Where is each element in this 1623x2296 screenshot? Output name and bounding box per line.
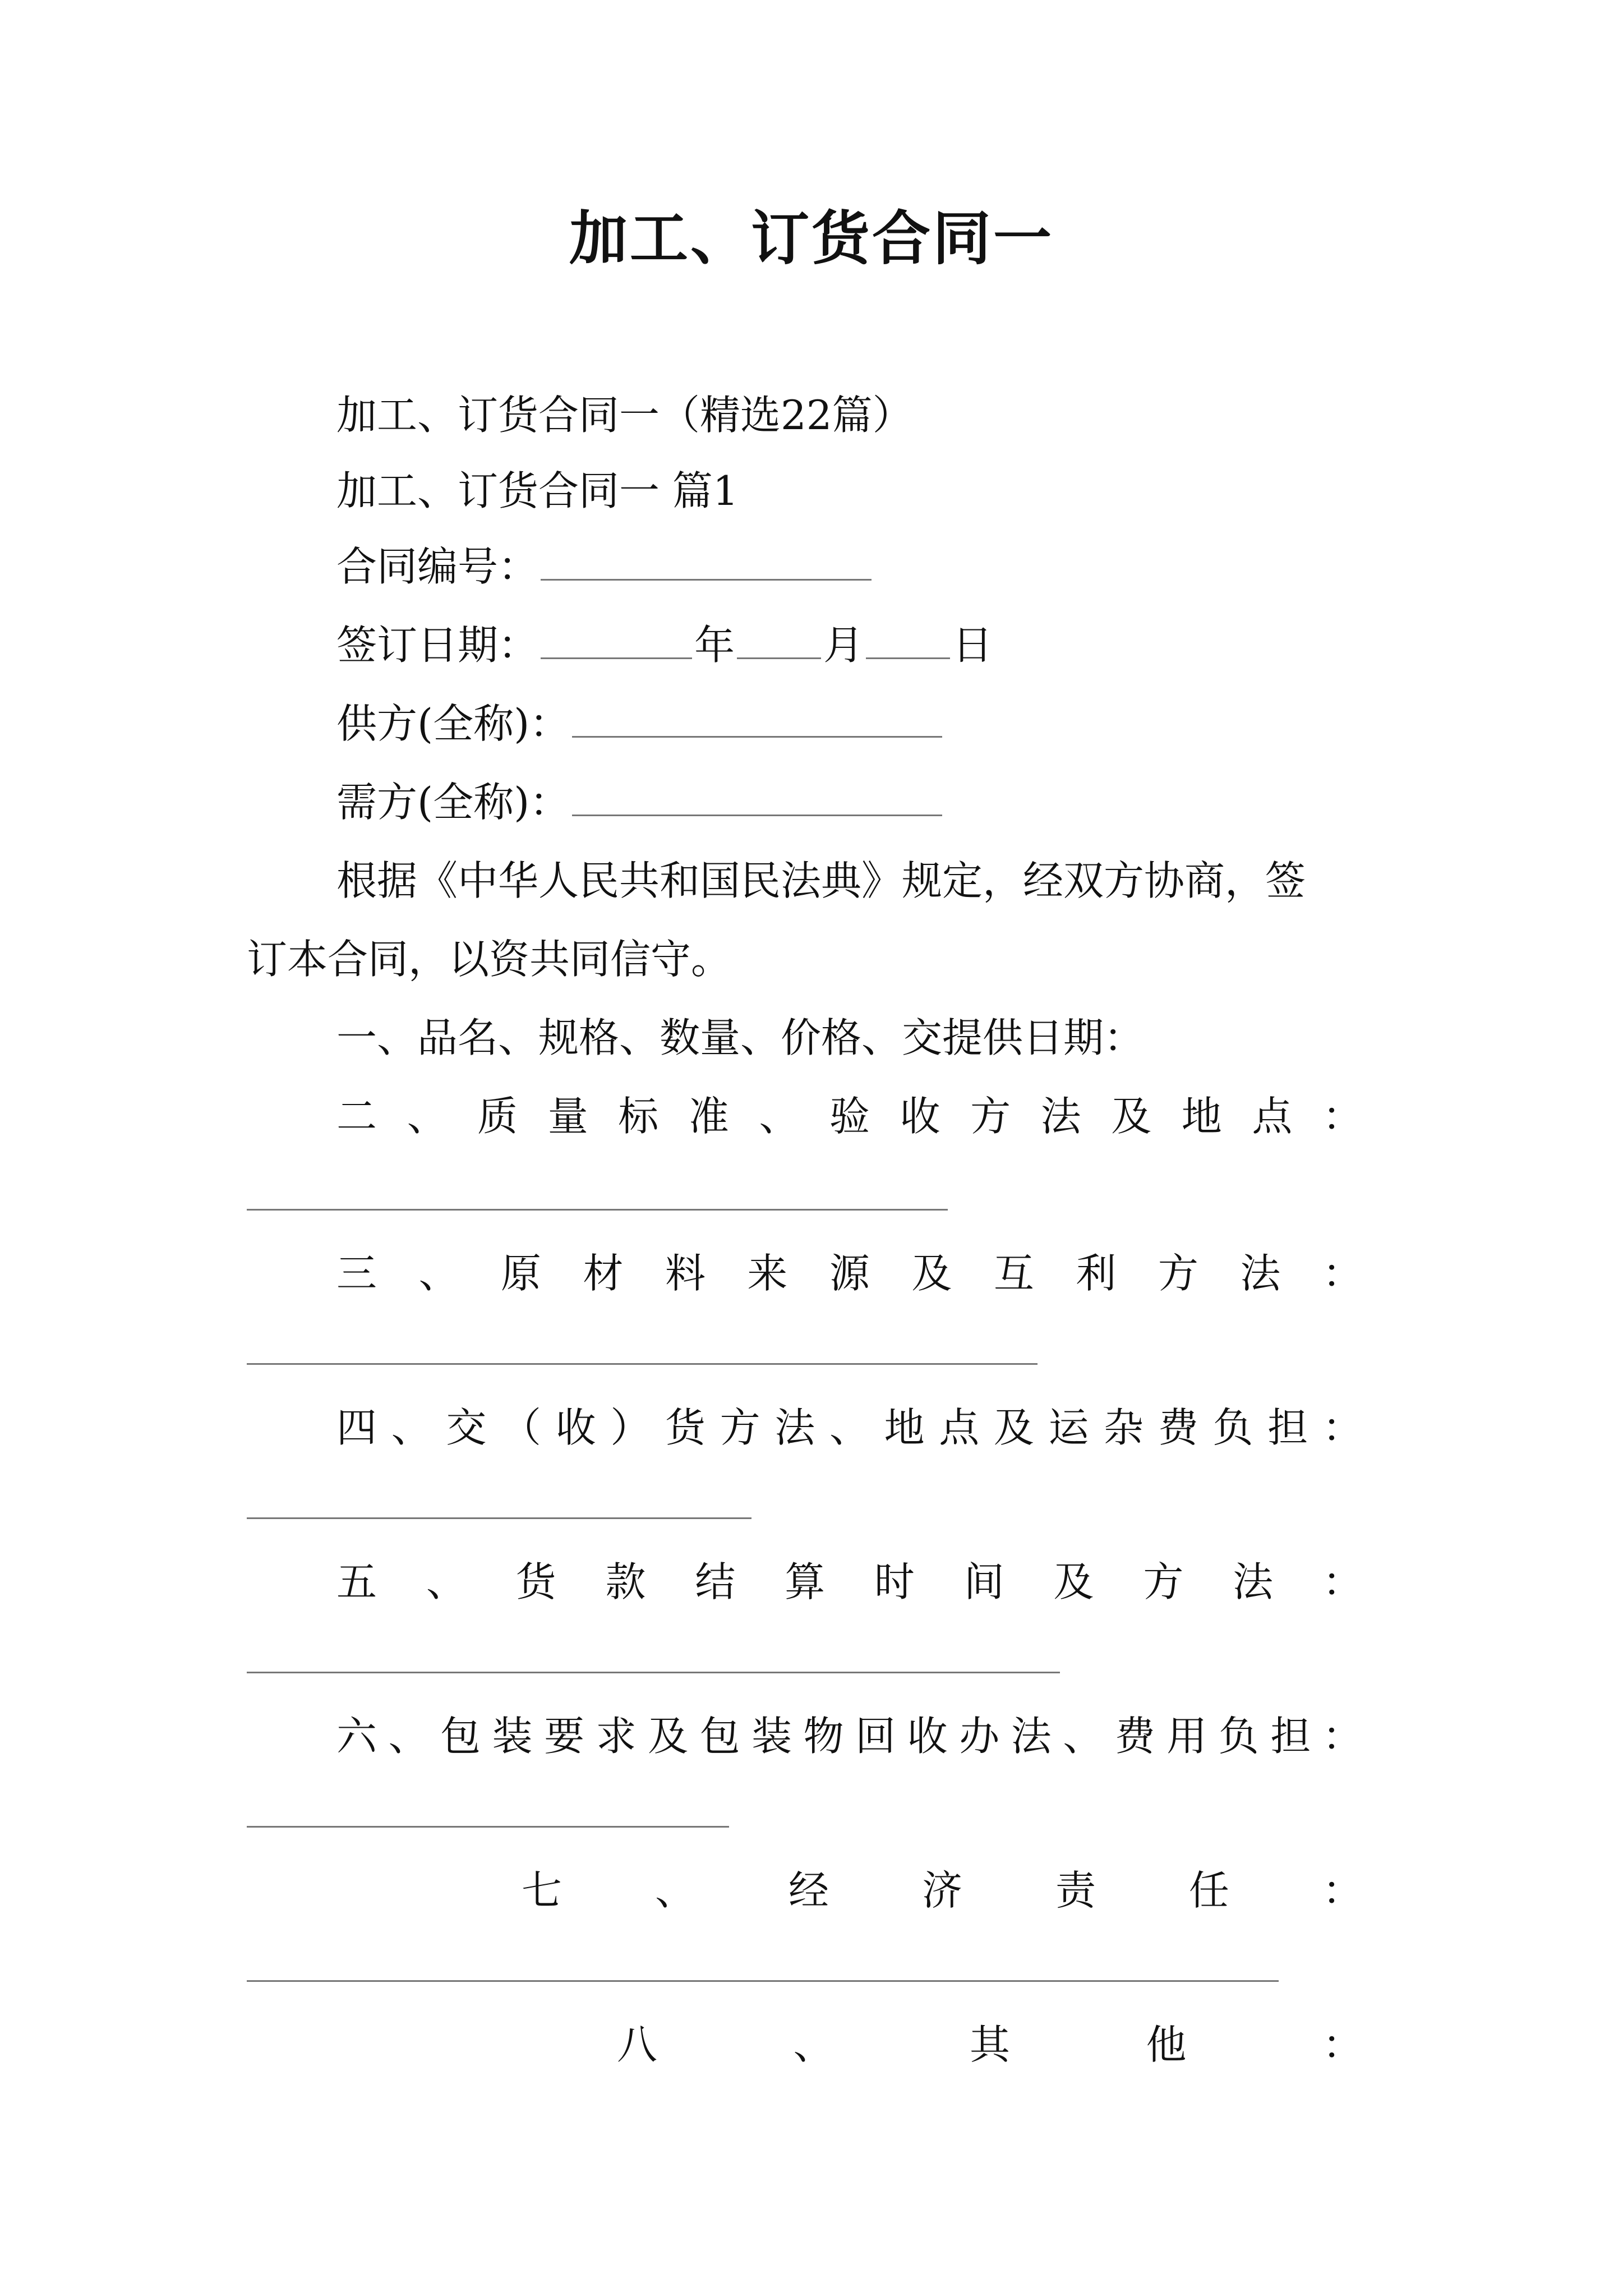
clause-char: 包 <box>440 1713 481 1760</box>
clause-char: 担 <box>1270 1713 1311 1760</box>
clause-char: 六 <box>336 1713 377 1760</box>
clause-7 <box>522 1862 1363 1918</box>
clause-char: 八 <box>617 2021 658 2068</box>
clause-char: 二 <box>336 1093 377 1140</box>
sign-year-label: 年 <box>694 622 735 669</box>
clause-char: 来 <box>747 1250 788 1297</box>
clause-char: 量 <box>547 1093 588 1140</box>
clause-char: 担 <box>1267 1404 1308 1451</box>
clause-char: 及 <box>911 1250 952 1297</box>
clause-char: 责 <box>1055 1867 1096 1914</box>
clause-char: 法 <box>774 1404 815 1451</box>
clause-char: 、 <box>426 1558 467 1605</box>
clause-char: 时 <box>874 1558 915 1605</box>
clause-char: 地 <box>1181 1093 1222 1140</box>
clause-char: 、 <box>388 1713 429 1760</box>
clause-6-blank <box>247 1826 729 1828</box>
clause-char: 五 <box>336 1558 377 1605</box>
sign-day-blank <box>866 646 950 659</box>
clause-char: ） <box>610 1404 651 1451</box>
supplier-line <box>336 696 944 752</box>
clause-char: 法 <box>1240 1250 1281 1297</box>
intro-line-1: 根据《中华人民共和国民法典》规定，经双方协商，签 <box>336 857 1306 904</box>
clause-char: 用 <box>1166 1713 1207 1760</box>
sign-year-blank <box>541 646 692 659</box>
supplier-blank <box>572 725 942 738</box>
clause-char: 方 <box>970 1093 1011 1140</box>
supplier-label: 供方(全称)： <box>336 700 570 747</box>
clause-char: 交 <box>446 1404 487 1451</box>
clause-char: 装 <box>492 1713 533 1760</box>
clause-char: 间 <box>963 1558 1004 1605</box>
document-subtitle: 加工、订货合同一（精选22篇） <box>336 392 913 439</box>
clause-char: ： <box>1322 1404 1363 1451</box>
clause-char: 回 <box>855 1713 896 1760</box>
clause-char: 要 <box>544 1713 585 1760</box>
clause-char: 原 <box>500 1250 541 1297</box>
clause-char: 收 <box>555 1404 596 1451</box>
sign-month-blank <box>737 646 821 659</box>
clause-char: 材 <box>583 1250 624 1297</box>
clause-char: 方 <box>720 1404 760 1451</box>
clause-char: 结 <box>695 1558 736 1605</box>
clause-char: 七 <box>522 1867 562 1914</box>
clause-char: 、 <box>391 1404 432 1451</box>
clause-char: 收 <box>907 1713 948 1760</box>
clause-char: 款 <box>605 1558 646 1605</box>
sign-date-label: 签订日期： <box>336 622 539 669</box>
intro-line-2: 订本合同，以资共同信守。 <box>247 936 732 983</box>
clause-4 <box>336 1400 1363 1456</box>
clause-char: ： <box>1322 1250 1363 1297</box>
contract-number-label: 合同编号： <box>336 543 539 590</box>
clause-5 <box>336 1554 1363 1610</box>
document-title: 加工、订货合同一 <box>569 204 1054 273</box>
clause-char: 其 <box>969 2021 1010 2068</box>
clause-char: 方 <box>1143 1558 1184 1605</box>
clause-char: 求 <box>596 1713 637 1760</box>
clause-char: 负 <box>1212 1404 1253 1451</box>
clause-3-blank <box>247 1363 1038 1365</box>
clause-5-blank <box>247 1672 1060 1673</box>
clause-char: 、 <box>793 2021 834 2068</box>
clause-char: 运 <box>1048 1404 1089 1451</box>
clause-char: 质 <box>477 1093 518 1140</box>
clause-char: 、 <box>829 1404 870 1451</box>
clause-char: 源 <box>829 1250 870 1297</box>
clause-char: 、 <box>759 1093 800 1140</box>
clause-1: 一、品名、规格、数量、价格、交提供日期： <box>336 1014 1145 1061</box>
clause-char: 互 <box>993 1250 1034 1297</box>
clause-char: 算 <box>785 1558 826 1605</box>
clause-char: 、 <box>1063 1713 1104 1760</box>
clause-char: 法 <box>1233 1558 1274 1605</box>
clause-2-blank <box>247 1209 948 1211</box>
buyer-line <box>336 774 944 830</box>
clause-3 <box>336 1245 1363 1301</box>
clause-char: 货 <box>515 1558 556 1605</box>
clause-char: 物 <box>803 1713 844 1760</box>
clause-char: 、 <box>418 1250 459 1297</box>
clause-char: 验 <box>829 1093 870 1140</box>
clause-char: 收 <box>900 1093 940 1140</box>
buyer-blank <box>572 803 942 816</box>
clause-char: 办 <box>959 1713 1000 1760</box>
clause-char: 点 <box>1252 1093 1293 1140</box>
clause-8 <box>617 2017 1363 2073</box>
clause-char: 利 <box>1076 1250 1117 1297</box>
clause-char: 四 <box>336 1404 377 1451</box>
clause-char: 及 <box>1053 1558 1094 1605</box>
clause-char: 标 <box>618 1093 659 1140</box>
clause-char: 济 <box>921 1867 962 1914</box>
clause-char: 法 <box>1011 1713 1052 1760</box>
clause-char: 方 <box>1158 1250 1198 1297</box>
clause-char: 费 <box>1114 1713 1155 1760</box>
clause-6 <box>336 1708 1363 1764</box>
contract-number-line <box>336 539 874 595</box>
clause-char: 经 <box>788 1867 829 1914</box>
clause-char: 杂 <box>1103 1404 1144 1451</box>
clause-char: 、 <box>654 1867 695 1914</box>
clause-char: ： <box>1322 1558 1363 1605</box>
clause-char: ： <box>1322 1713 1363 1760</box>
clause-char: 料 <box>665 1250 706 1297</box>
clause-char: 法 <box>1040 1093 1081 1140</box>
clause-char: 三 <box>336 1250 377 1297</box>
clause-char: 货 <box>665 1404 706 1451</box>
sign-day-label: 日 <box>952 622 993 669</box>
sign-date-line <box>336 617 993 673</box>
clause-4-blank <box>247 1517 751 1519</box>
clause-char: 费 <box>1158 1404 1198 1451</box>
clause-char: 、 <box>407 1093 448 1140</box>
clause-char: 准 <box>688 1093 729 1140</box>
clause-char: 包 <box>699 1713 740 1760</box>
clause-2 <box>336 1088 1363 1144</box>
clause-char: 装 <box>751 1713 792 1760</box>
clause-char: 及 <box>648 1713 689 1760</box>
clause-char: 负 <box>1218 1713 1259 1760</box>
clause-char: 及 <box>993 1404 1034 1451</box>
clause-char: （ <box>500 1404 541 1451</box>
clause-char: 点 <box>939 1404 980 1451</box>
clause-char: ： <box>1322 2021 1363 2068</box>
clause-char: 地 <box>884 1404 925 1451</box>
clause-char: 任 <box>1188 1867 1229 1914</box>
buyer-label: 需方(全称)： <box>336 779 570 826</box>
section-heading: 加工、订货合同一 篇1 <box>336 467 739 514</box>
clause-char: 及 <box>1111 1093 1152 1140</box>
clause-char: ： <box>1322 1093 1363 1140</box>
clause-char: ： <box>1322 1867 1363 1914</box>
clause-7-blank <box>247 1980 1279 1982</box>
sign-month-label: 月 <box>823 622 864 669</box>
contract-number-blank <box>541 568 872 581</box>
clause-char: 他 <box>1146 2021 1187 2068</box>
